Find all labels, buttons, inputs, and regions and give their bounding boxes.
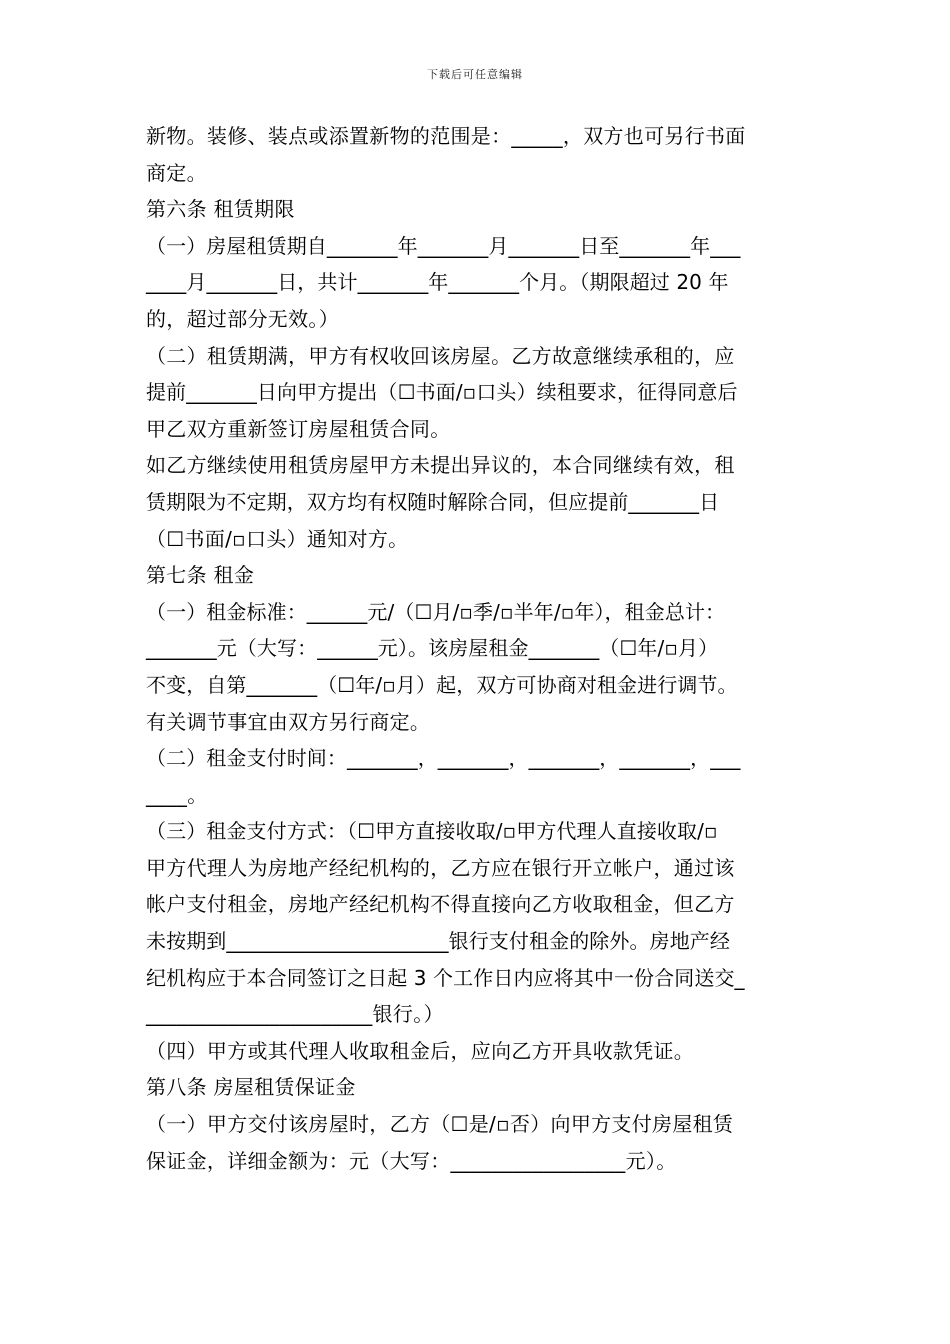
text-line: 如乙方继续使用租赁房屋甲方未提出异议的，本合同继续有效，租 <box>146 453 735 478</box>
text-line: 赁期限为不定期，双方均有权随时解除合同，但应提前_______日 <box>146 489 720 514</box>
section-heading: 第六条 租赁期限 <box>146 197 295 222</box>
text-line: （☐书面/▫口头）通知对方。 <box>146 526 409 551</box>
text-line: 甲乙双方重新签订房屋租赁合同。 <box>146 416 451 441</box>
contract-body <box>146 118 810 1179</box>
text-line: 新物。装修、装点或添置新物的范围是：_____，双方也可另行书面 <box>146 124 746 148</box>
text-line: （四）甲方或其代理人收取租金后，应向乙方开具收款凭证。 <box>146 1038 695 1063</box>
text-line: 商定。 <box>146 160 207 185</box>
text-line: 未按期到______________________银行支付租金的除外。房地产经 <box>146 929 730 954</box>
text-line: 纪机构应于本合同签订之日起 3 个工作日内应将其中一份合同送交_ <box>146 965 745 990</box>
text-line: _______元（大写：______元）。该房屋租金_______（☐年/▫月） <box>146 636 719 661</box>
section-heading: 第七条 租金 <box>146 563 255 588</box>
text-line: 有关调节事宜由双方另行商定。 <box>146 709 431 734</box>
text-line: ____。 <box>146 782 208 807</box>
text-line: 的，超过部分无效。） <box>146 306 339 331</box>
page-header: 下载后可任意编辑 <box>427 68 523 81</box>
text-line: （二）租金支付时间：_______，_______，_______，_______，___ <box>146 746 741 771</box>
section-heading: 第八条 房屋租赁保证金 <box>146 1075 356 1100</box>
text-line: 帐户支付租金，房地产经纪机构不得直接向乙方收取租金，但乙方 <box>146 892 735 917</box>
text-line: （二）租赁期满，甲方有权收回该房屋。乙方故意继续承租的，应 <box>146 343 735 368</box>
text-line: 甲方代理人为房地产经纪机构的，乙方应在银行开立帐户，通过该 <box>146 855 735 880</box>
text-line: 保证金，详细金额为：元（大写：_________________元）。 <box>146 1148 677 1173</box>
text-line: （一）甲方交付该房屋时，乙方（☐是/▫否）向甲方支付房屋租赁 <box>146 1112 734 1137</box>
text-line: （三）租金支付方式：（☐甲方直接收取/▫甲方代理人直接收取/▫ <box>146 819 718 844</box>
text-line: （一）房屋租赁期自_______年_______月_______日至_______年___ <box>146 233 741 258</box>
text-line: （一）租金标准：______元/（☐月/▫季/▫半年/▫年），租金总计： <box>146 599 726 624</box>
text-line: 提前_______日向甲方提出（☐书面/▫口头）续租要求，征得同意后 <box>146 380 738 405</box>
text-line: ______________________银行。） <box>146 1002 444 1027</box>
text-line: 不变，自第_______（☐年/▫月）起，双方可协商对租金进行调节。 <box>146 672 738 697</box>
text-line: ____月_______日，共计_______年_______个月。（期限超过 20 年 <box>146 270 729 295</box>
